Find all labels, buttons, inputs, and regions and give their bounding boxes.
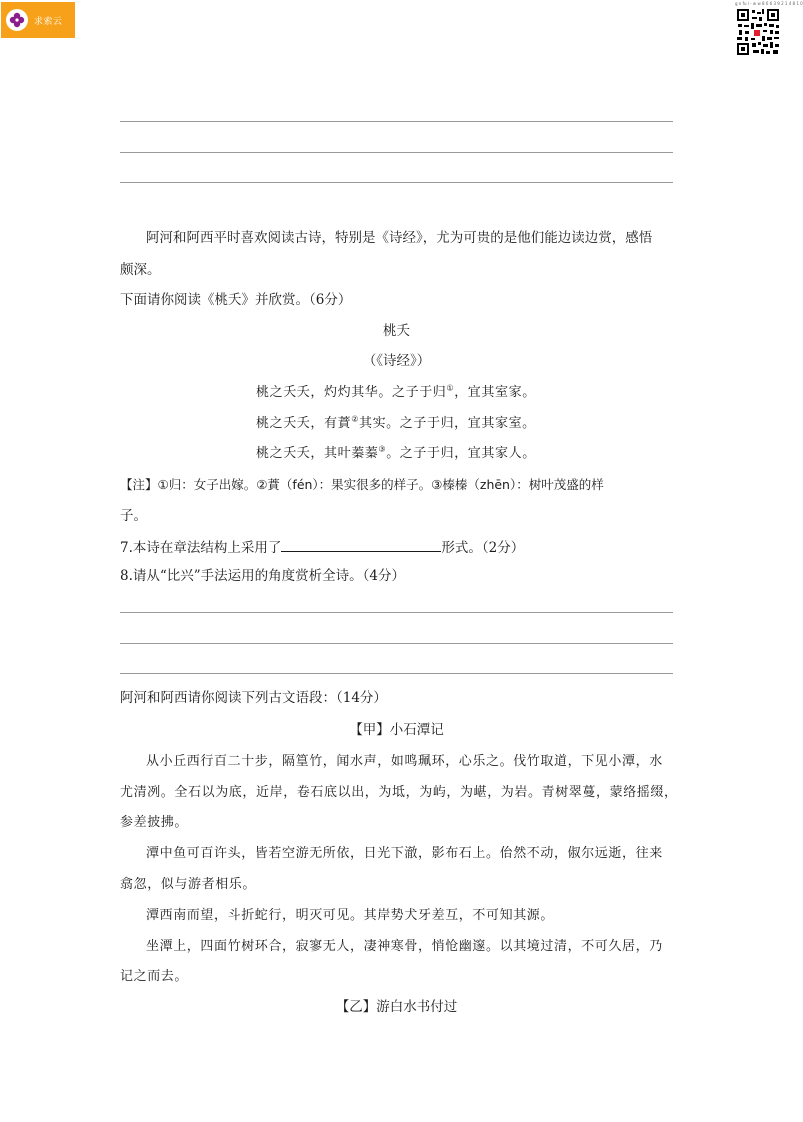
footnote-mark: ② — [351, 414, 359, 424]
poem-line-text: 桃之夭夭，其叶蓁蓁 — [256, 445, 379, 460]
answer-blank[interactable] — [281, 537, 441, 552]
answer-line — [120, 612, 673, 613]
question-7 — [120, 537, 524, 557]
answer-line — [120, 643, 673, 644]
classical-line: 记之而去。 — [120, 968, 189, 983]
footnote-mark: ① — [446, 383, 455, 393]
answer-line — [120, 152, 673, 153]
answer-line — [120, 121, 673, 122]
poem-line — [256, 383, 536, 401]
qr-code-icon[interactable] — [736, 8, 780, 56]
answer-line — [120, 673, 673, 674]
brand-logo[interactable] — [1, 2, 75, 38]
intro-question: 下面请你阅读《桃夭》并欣赏。（6分） — [120, 292, 352, 308]
poem-line — [256, 414, 536, 432]
question-8: 8.请从“比兴”手法运用的角度赏析全诗。（4分） — [120, 568, 406, 584]
poem-line-text: 桃之夭夭，灼灼其华。之子于归 — [256, 384, 447, 399]
poem-line-text: ，宜其室家。 — [454, 384, 536, 399]
poem-line — [256, 444, 536, 462]
intro-line: 阿河和阿西平时喜欢阅读古诗，特别是《诗经》，尤为可贵的是他们能边读边赏，感悟 — [146, 230, 653, 246]
logo-text: 求索云 — [34, 16, 63, 27]
question-7-prefix: 7.本诗在章法结构上采用了 — [120, 540, 282, 556]
classical-line: 从小丘西行百二十步，隔篁竹，闻水声，如鸣珮环，心乐之。伐竹取道，下见小潭，水 — [146, 753, 663, 768]
intro-line: 颇深。 — [120, 262, 161, 278]
classical-line: 翕忽，似与游者相乐。 — [120, 876, 257, 891]
poem-source: （《诗经》） — [362, 353, 431, 369]
section-title-a: 【甲】小石潭记 — [349, 722, 444, 738]
poem-title: 桃夭 — [383, 323, 410, 339]
footnote-mark: ③ — [378, 444, 387, 454]
answer-line — [120, 182, 673, 183]
poem-line-text: 其实。之子于归，宜其家室。 — [358, 415, 536, 430]
question-7-suffix: 形式。（2分） — [441, 540, 525, 556]
classical-line: 坐潭上，四面竹树环合，寂寥无人，凄神寒骨，悄怆幽邃。以其境过清，不可久居，乃 — [146, 938, 663, 953]
classical-line: 参差披拂。 — [120, 814, 189, 829]
classical-line: 潭西南而望，斗折蛇行，明灭可见。其岸势犬牙差互，不可知其源。 — [146, 907, 555, 922]
clover-logo-icon — [6, 9, 28, 31]
section-title-b: 【乙】游白水书付过 — [335, 999, 458, 1015]
qr-caption: g n fu i - w w 8 6 6 3 9 2 1 4 8 1 0 — [735, 1, 803, 6]
classical-intro: 阿河和阿西请你阅读下列古文语段：（14分） — [120, 690, 387, 706]
classical-line: 潭中鱼可百许头，皆若空游无所依，日光下澈，影布石上。佁然不动，俶尔远逝，往来 — [146, 845, 663, 860]
classical-line: 尤清冽。全石以为底，近岸，卷石底以出，为坻，为屿，为嵁，为岩。青树翠蔓，蒙络摇缀， — [120, 784, 678, 799]
poem-line-text: 桃之夭夭，有蕡 — [256, 415, 352, 430]
poem-note: 【注】①归：女子出嫁。②蕡（fén）：果实很多的样子。③榛榛（zhēn）：树叶茂盛的样 — [120, 477, 604, 492]
poem-line-text: 。之子于归，宜其家人。 — [386, 445, 536, 460]
poem-note: 子。 — [120, 508, 147, 524]
